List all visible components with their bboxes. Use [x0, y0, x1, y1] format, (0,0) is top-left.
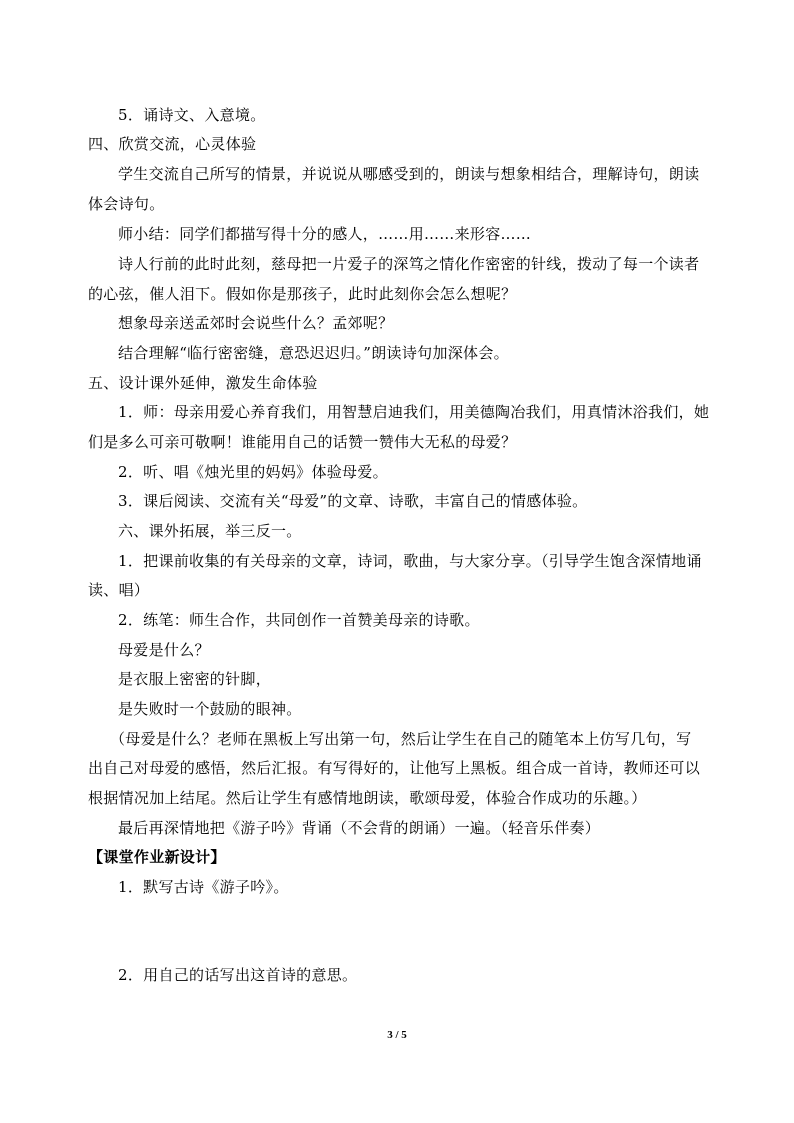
poem-line: 是失败时一个鼓励的眼神。 — [118, 700, 302, 718]
homework-heading: 【课堂作业新设计】 — [88, 848, 226, 866]
paragraph-line: 诗人行前的此时此刻，慈母把一片爱子的深笃之情化作密密的针线，拨动了每一个读者 — [118, 255, 700, 273]
section-5-heading: 五、设计课外延伸，激发生命体验 — [88, 374, 318, 392]
paragraph-line: 根据情况加上结尾。然后让学生有感情地朗读，歌颂母爱，体验合作成功的乐趣。） — [88, 789, 647, 807]
paragraph-line: 读、唱） — [88, 581, 150, 599]
paragraph-line: 师小结：同学们都描写得十分的感人，……用……来形容…… — [118, 225, 532, 243]
paragraph-line: 2．听、唱《烛光里的妈妈》体验母爱。 — [118, 463, 388, 481]
paragraph-line: 的心弦，催人泪下。假如你是那孩子，此时此刻你会怎么想呢？ — [88, 285, 517, 303]
homework-item-1: 1．默写古诗《游子吟》。 — [118, 878, 289, 896]
page-number: 3 / 5 — [387, 1029, 407, 1041]
paragraph-line: 最后再深情地把《游子吟》背诵（不会背的朗诵）一遍。（轻音乐伴奏） — [118, 819, 601, 837]
paragraph-line: 1．师：母亲用爱心养育我们，用智慧启迪我们，用美德陶冶我们，用真情沐浴我们，她 — [118, 403, 710, 421]
homework-item-2: 2．用自己的话写出这首诗的意思。 — [118, 966, 358, 984]
paragraph-line: 学生交流自己所写的情景，并说说从哪感受到的，朗读与想象相结合，理解诗句，朗读 — [118, 165, 700, 183]
poem-line: 母爱是什么？ — [118, 641, 210, 659]
section-6-heading: 六、课外拓展，举三反一。 — [118, 522, 302, 540]
paragraph-line: 1．把课前收集的有关母亲的文章，诗词，歌曲，与大家分享。（引导学生饱含深情地诵 — [118, 552, 702, 570]
paragraph-line: （母爱是什么？老师在黑板上写出第一句，然后让学生在自己的随笔本上仿写几句，写 — [110, 730, 692, 748]
step-5-text: 5．诵诗文、入意境。 — [118, 106, 266, 124]
paragraph-line: 3．课后阅读、交流有关“母爱”的文章、诗歌，丰富自己的情感体验。 — [118, 492, 588, 510]
paragraph-line: 们是多么可亲可敬啊！谁能用自己的话赞一赞伟大无私的母爱？ — [88, 433, 517, 451]
paragraph-line: 2．练笔：师生合作，共同创作一首赞美母亲的诗歌。 — [118, 611, 480, 629]
paragraph-line: 体会诗句。 — [88, 195, 165, 213]
paragraph-line: 出自己对母爱的感悟，然后汇报。有写得好的，让他写上黑板。组合成一首诗，教师还可以 — [88, 759, 701, 777]
paragraph-line: 想象母亲送孟郊时会说些什么？孟郊呢？ — [118, 314, 394, 332]
section-4-heading: 四、欣赏交流，心灵体验 — [88, 135, 257, 153]
paragraph-line: 结合理解“临行密密缝，意恐迟迟归。”朗读诗句加深体会。 — [118, 344, 509, 362]
poem-line: 是衣服上密密的针脚， — [118, 670, 272, 688]
